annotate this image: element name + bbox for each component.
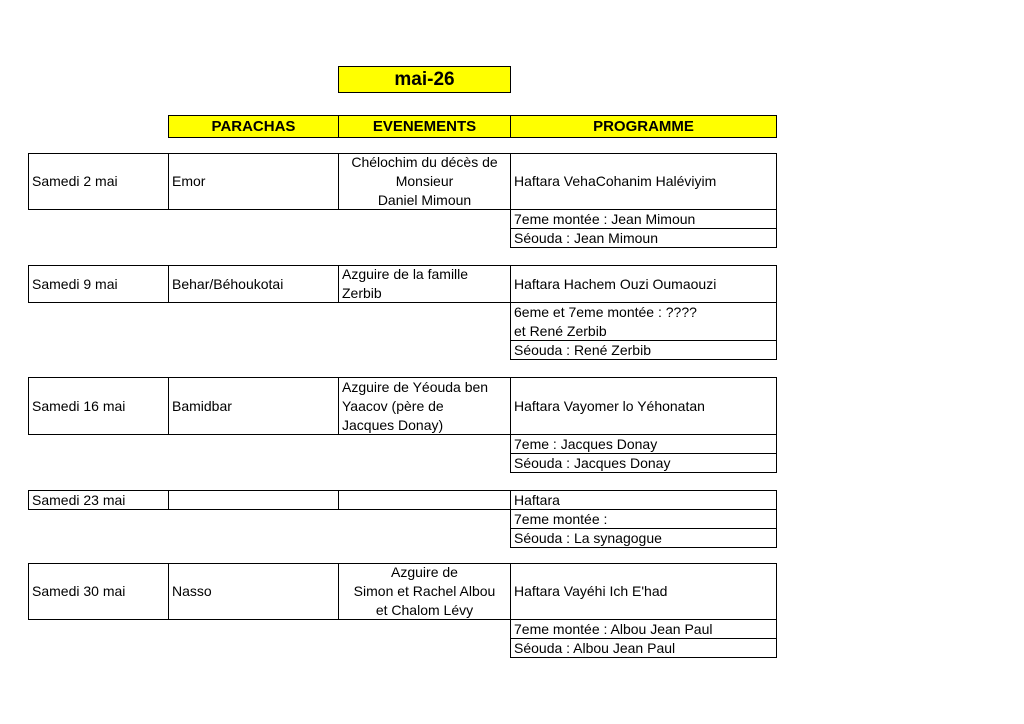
header-evenements: EVENEMENTS (338, 115, 511, 138)
haftara-cell: Haftara (510, 490, 777, 510)
paracha-cell (168, 490, 339, 510)
seouda-cell: Séouda : Jean Mimoun (510, 228, 777, 248)
montee-cell: 7eme montée : Albou Jean Paul (510, 619, 777, 639)
paracha-cell: Emor (168, 153, 339, 210)
montee-cell: 7eme : Jacques Donay (510, 434, 777, 454)
paracha-cell: Behar/Béhoukotai (168, 265, 339, 303)
evenement-cell: Chélochim du décès de Monsieur Daniel Mimoun (338, 153, 511, 210)
seouda-cell: Séouda : René Zerbib (510, 340, 777, 360)
seouda-cell: Séouda : La synagogue (510, 528, 777, 548)
montee-cell: 6eme et 7eme montée : ???? et René Zerbib (510, 302, 777, 341)
month-title: mai-26 (338, 66, 511, 93)
montee-cell: 7eme montée : Jean Mimoun (510, 209, 777, 229)
date-cell: Samedi 16 mai (28, 377, 169, 435)
montee-cell: 7eme montée : (510, 509, 777, 529)
seouda-cell: Séouda : Albou Jean Paul (510, 638, 777, 658)
evenement-cell: Azguire de la famille Zerbib (338, 265, 511, 303)
evenement-cell: Azguire de Simon et Rachel Albou et Chalom Lévy (338, 563, 511, 620)
header-parachas: PARACHAS (168, 115, 339, 138)
date-cell: Samedi 23 mai (28, 490, 169, 510)
haftara-cell: Haftara Vayéhi Ich E'had (510, 563, 777, 620)
date-cell: Samedi 9 mai (28, 265, 169, 303)
haftara-cell: Haftara VehaCohanim Haléviyim (510, 153, 777, 210)
date-cell: Samedi 30 mai (28, 563, 169, 620)
seouda-cell: Séouda : Jacques Donay (510, 453, 777, 473)
header-programme: PROGRAMME (510, 115, 777, 138)
paracha-cell: Bamidbar (168, 377, 339, 435)
haftara-cell: Haftara Hachem Ouzi Oumaouzi (510, 265, 777, 303)
evenement-cell (338, 490, 511, 510)
evenement-cell: Azguire de Yéouda ben Yaacov (père de Jacques Donay) (338, 377, 511, 435)
date-cell: Samedi 2 mai (28, 153, 169, 210)
paracha-cell: Nasso (168, 563, 339, 620)
haftara-cell: Haftara Vayomer lo Yéhonatan (510, 377, 777, 435)
